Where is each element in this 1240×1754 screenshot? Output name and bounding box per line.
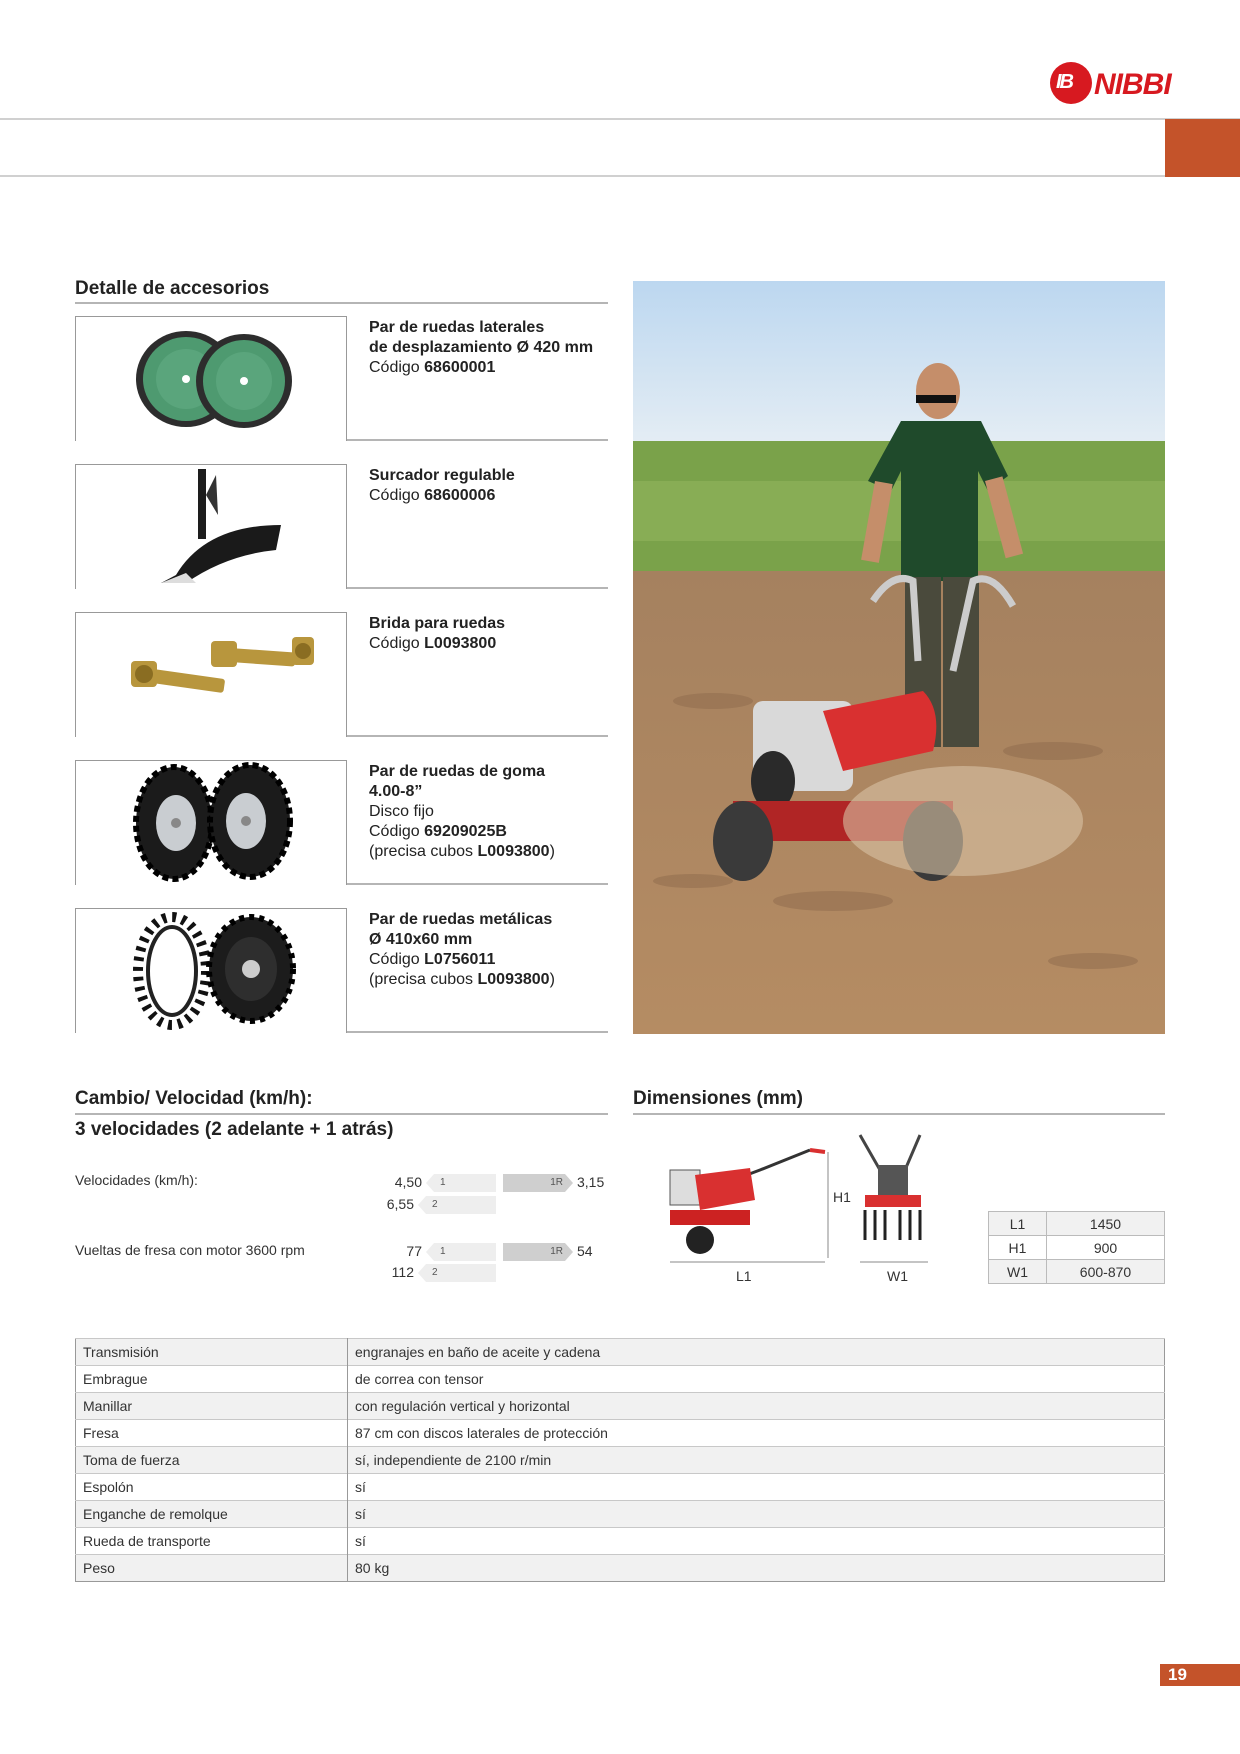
accessory-item	[75, 464, 608, 589]
table-row: H1 900	[989, 1236, 1165, 1260]
dimensions-title: Dimensiones (mm)	[633, 1088, 803, 1109]
green-wheels-image	[75, 316, 347, 441]
accessories-title: Detalle de accesorios	[75, 278, 270, 299]
logo-wordmark: NIBBI	[1094, 68, 1171, 101]
gear-1-value: 4,50	[394, 1174, 422, 1190]
accessory-item	[75, 760, 608, 885]
gear-2-indicator: 2	[426, 1264, 496, 1282]
dimensions-title-rule	[633, 1113, 1165, 1115]
table-row: Toma de fuerza sí, independiente de 2100 r/min	[76, 1447, 1165, 1474]
speeds-title: Cambio/ Velocidad (km/h):	[75, 1088, 313, 1109]
accessory-item	[75, 612, 608, 737]
table-row: Fresa 87 cm con discos laterales de protección	[76, 1420, 1165, 1447]
reverse-value: 3,15	[577, 1174, 605, 1190]
metal-wheels-image	[75, 908, 347, 1033]
table-row: Espolón sí	[76, 1474, 1165, 1501]
table-row: Transmisión engranajes en baño de aceite y cadena	[76, 1339, 1165, 1366]
table-row: L1 1450	[989, 1212, 1165, 1236]
reverse-value: 54	[577, 1243, 593, 1259]
accessory-text: Surcador regulable Código 68600006	[369, 467, 515, 504]
wheel-hubs-image	[75, 612, 347, 737]
dimension-label-h1: H1	[833, 1189, 851, 1205]
product-photo	[633, 281, 1165, 1034]
accessory-text: Par de ruedas de goma 4.00-8” Disco fijo Código 69209025B (precisa cubos L0093800)	[369, 763, 555, 860]
logo-mark: IB	[1050, 62, 1092, 104]
dimensions-table	[988, 1211, 1165, 1284]
speeds-title-rule	[75, 1113, 608, 1115]
speed-row-label: Velocidades (km/h):	[75, 1172, 198, 1188]
accessory-text: Brida para ruedas Código L0093800	[369, 615, 506, 652]
accessory-item	[75, 908, 608, 1033]
accessories-title-rule	[75, 302, 608, 304]
page-number: 19	[1160, 1664, 1240, 1686]
accessory-text: Par de ruedas metálicas Ø 410x60 mm Código L0756011 (precisa cubos L0093800)	[369, 911, 555, 988]
table-row: Manillar con regulación vertical y horizontal	[76, 1393, 1165, 1420]
table-row: Rueda de transporte sí	[76, 1528, 1165, 1555]
rubber-wheels-image	[75, 760, 347, 885]
table-row: Enganche de remolque sí	[76, 1501, 1165, 1528]
speed-row-label: Vueltas de fresa con motor 3600 rpm	[75, 1242, 305, 1258]
reverse-gear-indicator: 1R	[503, 1243, 565, 1261]
table-row: Peso 80 kg	[76, 1555, 1165, 1582]
section-tab	[1165, 119, 1240, 177]
brand-logo	[1050, 62, 1170, 104]
reverse-gear-indicator: 1R	[503, 1174, 565, 1192]
table-row: W1 600-870	[989, 1260, 1165, 1284]
gear-1-indicator: 1	[434, 1174, 496, 1192]
dimension-label-w1: W1	[887, 1268, 908, 1284]
gear-2-value: 6,55	[386, 1196, 414, 1212]
gear-2-value: 112	[391, 1264, 414, 1280]
table-row: Embrague de correa con tensor	[76, 1366, 1165, 1393]
gear-1-indicator: 1	[434, 1243, 496, 1261]
header-rule-lower	[0, 175, 1165, 177]
gear-2-indicator: 2	[426, 1196, 496, 1214]
gear-1-value: 77	[406, 1243, 422, 1259]
dimension-diagram	[660, 1130, 960, 1280]
speeds-subtitle: 3 velocidades (2 adelante + 1 atrás)	[75, 1119, 394, 1140]
dimension-label-l1: L1	[736, 1268, 752, 1284]
header-rule	[0, 118, 1240, 120]
furrower-image	[75, 464, 347, 589]
accessory-item	[75, 316, 608, 441]
accessory-text: Par de ruedas laterales de desplazamiento Ø 420 mm Código 68600001	[369, 319, 594, 376]
specifications-table	[75, 1338, 1165, 1582]
